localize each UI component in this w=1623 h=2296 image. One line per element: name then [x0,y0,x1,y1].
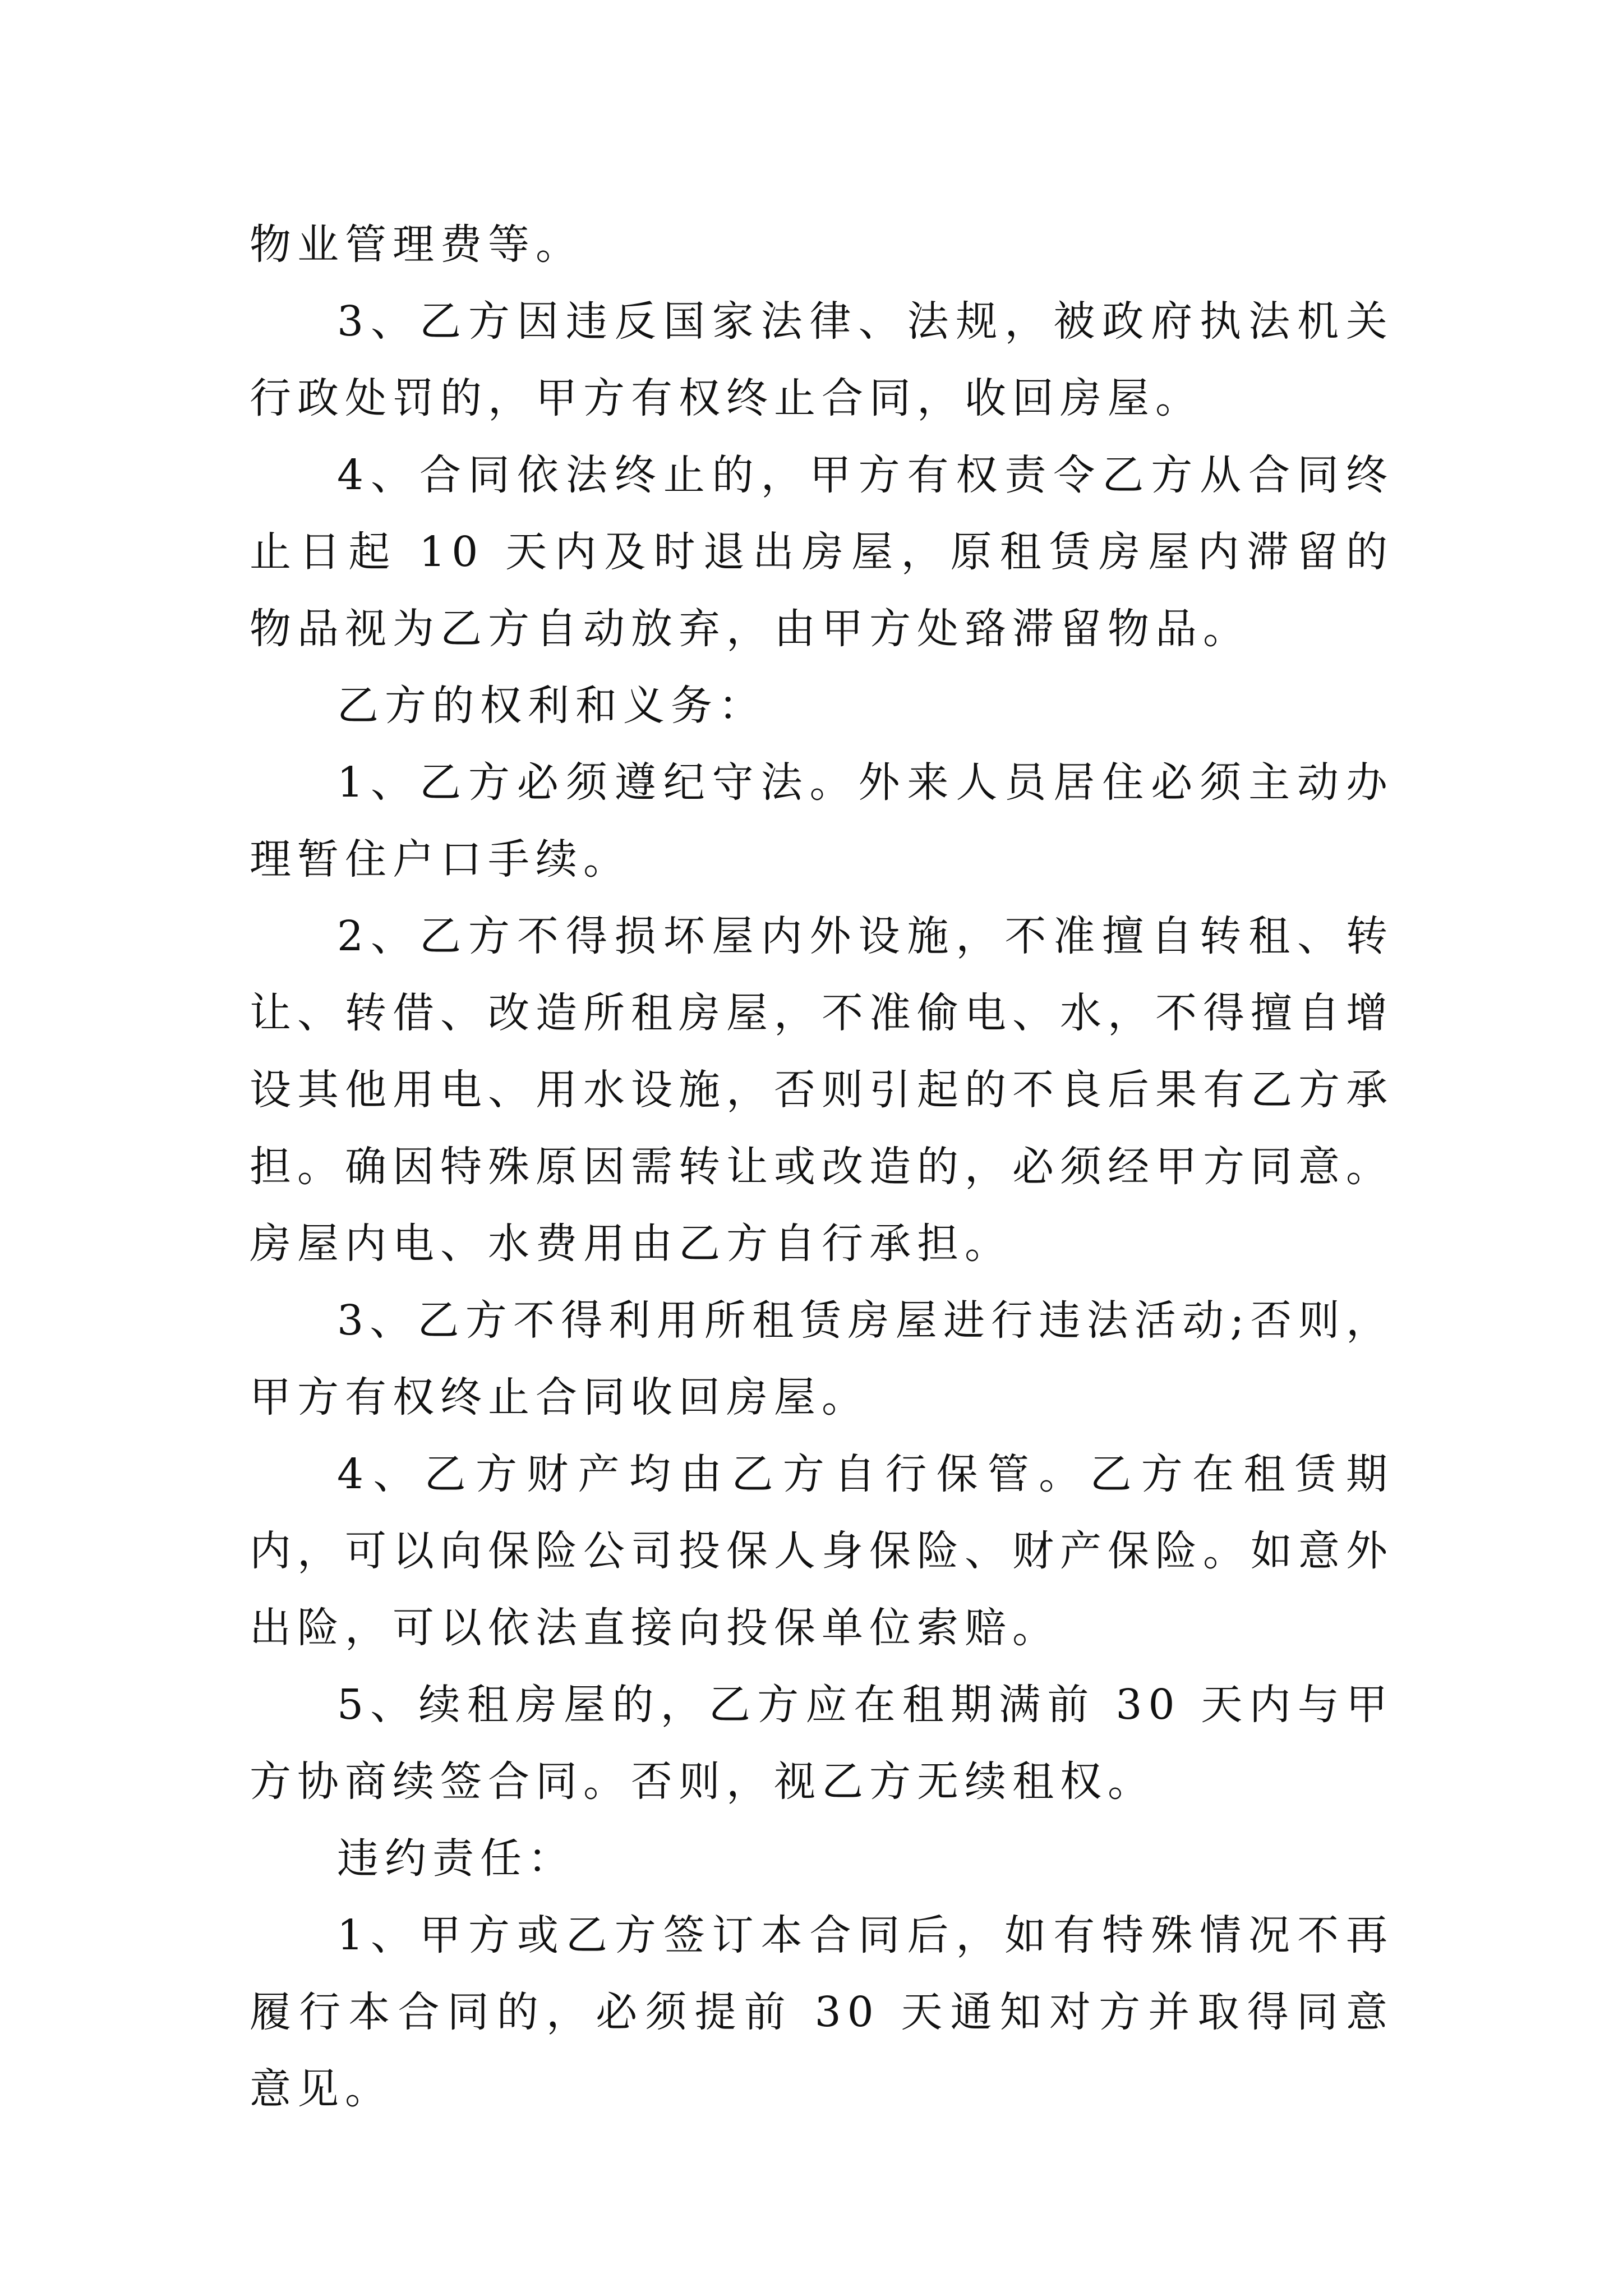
paragraph-clause-3-party-b: 3、乙方不得利用所租赁房屋进行违法活动;否则，甲方有权终止合同收回房屋。 [250,1296,1394,1421]
paragraph-clause-1-liability: 1、甲方或乙方签订本合同后，如有特殊情况不再履行本合同的，必须提前 30 天通知对方并取得同意意见。 [250,1911,1394,2113]
section-heading-liability: 违约责任： [337,1834,575,1883]
paragraph-clause-4-party-a: 4、合同依法终止的，甲方有权责令乙方从合同终止日起 10 天内及时退出房屋，原租赁房屋内滞留的物品视为乙方自动放弃，由甲方处臵滞留物品。 [250,451,1394,653]
paragraph-clause-4-party-b: 4、乙方财产均由乙方自行保管。乙方在租赁期内，可以向保险公司投保人身保险、财产保险。如意外出险，可以依法直接向投保单位索赔。 [250,1450,1394,1652]
paragraph-fee-continuation: 物业管理费等。 [250,220,583,269]
paragraph-clause-3-party-a: 3、乙方因违反国家法律、法规，被政府执法机关行政处罚的，甲方有权终止合同，收回房屋。 [250,297,1394,422]
paragraph-clause-5-party-b: 5、续租房屋的，乙方应在租期满前 30 天内与甲方协商续签合同。否则，视乙方无续租权。 [250,1681,1394,1806]
document-body [250,206,1394,2128]
section-heading-party-b-rights: 乙方的权利和义务： [337,682,766,730]
paragraph-clause-1-party-b: 1、乙方必须遵纪守法。外来人员居住必须主动办理暂住户口手续。 [250,758,1394,884]
paragraph-clause-2-party-b: 2、乙方不得损坏屋内外设施，不准擅自转租、转让、转借、改造所租房屋，不准偷电、水，不得擅自增设其他用电、用水设施，否则引起的不良后果有乙方承担。确因特殊原因需转让或改造的，必须经甲方同意。房屋内电、水费用由乙方自行承担。 [250,912,1394,1268]
